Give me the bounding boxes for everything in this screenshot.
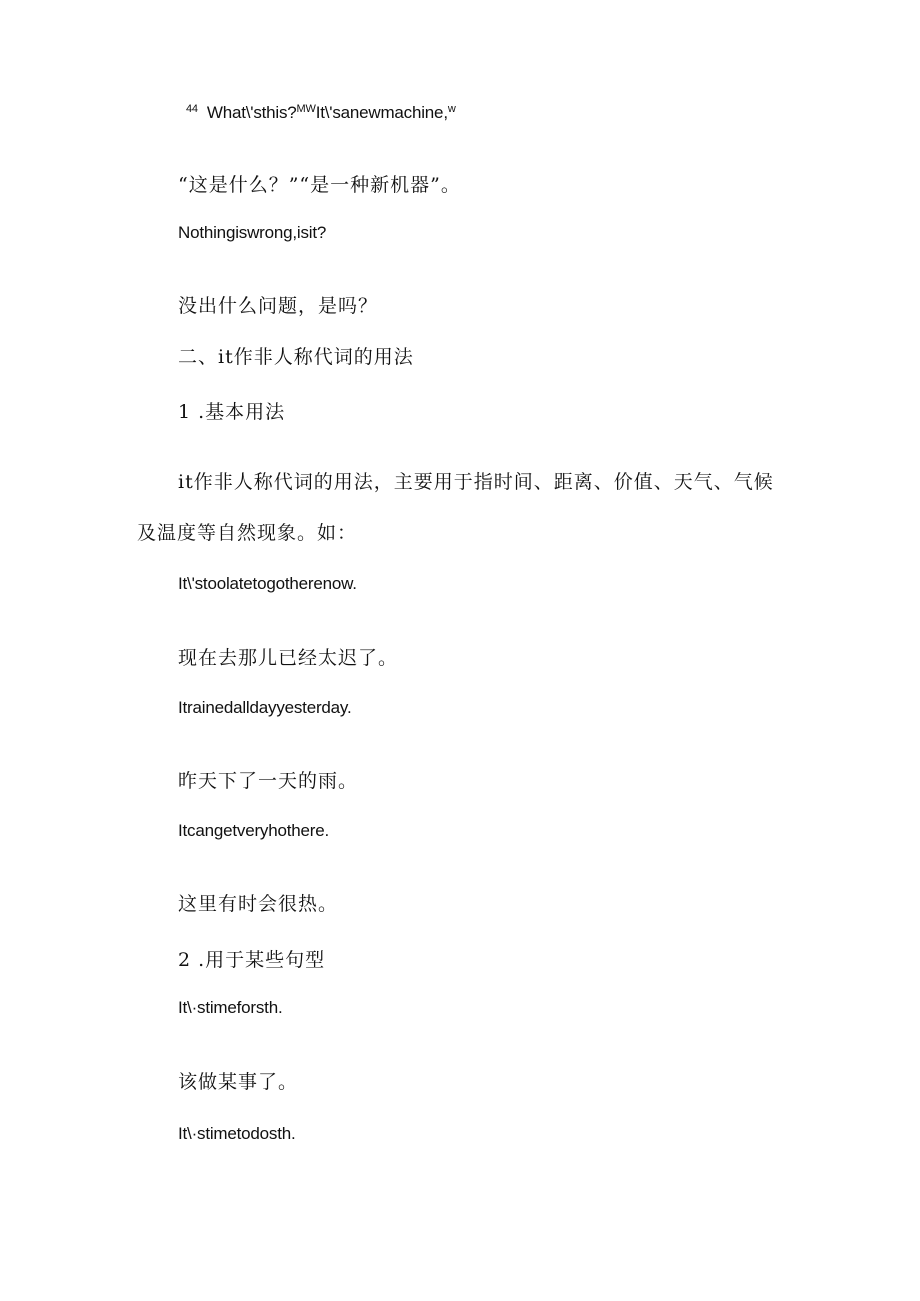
subsection-heading-2: 2 .用于某些句型 [178,949,326,971]
example-3-chinese: 这里有时会很热。 [178,893,339,915]
example-3-english: Itcangetveryhothere. [178,821,329,840]
translation-line-what-is-this: “这是什么？”“是一种新机器”。 [178,174,461,196]
example-2-english: Itrainedalldayyesterday. [178,698,352,717]
question-text: What\'sthis? [206,103,297,122]
example-4-chinese: 该做某事了。 [178,1071,299,1093]
answer-text: It\'sanewmachine, [315,103,448,122]
paragraph-line-1: it作非人称代词的用法，主要用于指时间、距离、价值、天气、气候 [178,471,774,493]
open-quote-mark: 44 [186,103,198,115]
paragraph-line-2: 及温度等自然现象。如： [137,522,358,544]
example-4-english: It\·stimeforsth. [178,998,283,1017]
example-line-nothing-wrong: Nothingiswrong,isit? [178,223,327,242]
subsection-heading-1: 1 .基本用法 [178,401,286,423]
example-1-chinese: 现在去那儿已经太迟了。 [178,647,399,669]
close-mark: w [447,103,456,115]
example-1-english: It\'stoolatetogotherenow. [178,574,357,593]
translation-line-nothing-wrong: 没出什么问题，是吗？ [178,295,379,317]
example-5-english: It\·stimetodosth. [178,1124,296,1143]
example-line-what-is-this [186,103,456,123]
example-2-chinese: 昨天下了一天的雨。 [178,770,359,792]
quote-marks: MW [296,103,316,115]
section-heading: 二、it作非人称代词的用法 [178,346,414,368]
